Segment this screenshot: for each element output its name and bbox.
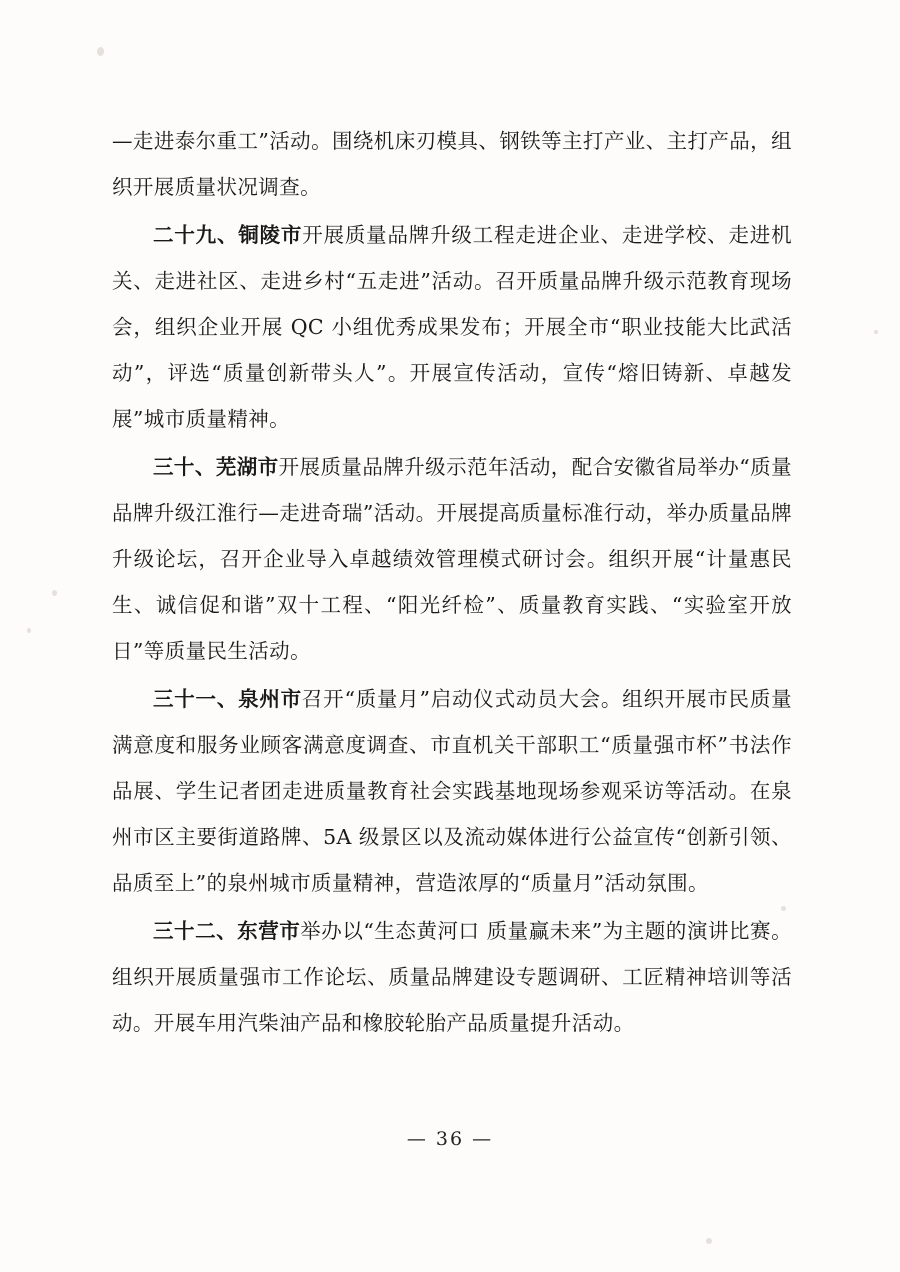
paragraph-text: 开展质量品牌升级工程走进企业、走进学校、走进机关、走进社区、走进乡村“五走进”活动。召开质量品牌升级示范教育现场会，组织企业开展 QC 小组优秀成果发布；开展全市“职业技能大比武活动”，评选“质量创新带头人”。开展宣传活动，宣传“熔旧铸新、卓越发展”城市质量精神。: [112, 223, 793, 431]
item-number: 三十一、: [153, 687, 239, 711]
city-name: 泉州市: [238, 687, 302, 711]
scan-speck: [706, 1238, 712, 1244]
paragraph-text: 开展质量品牌升级示范年活动，配合安徽省局举办“质量品牌升级江淮行—走进奇瑞”活动。开展提高质量标准行动，举办质量品牌升级论坛，召开企业导入卓越绩效管理模式研讨会。组织开展“计量惠民生、诚信促和谐”双十工程、“阳光纤检”、质量教育实践、“实验室开放日”等质量民生活动。: [112, 455, 792, 663]
paragraph-item-30: [112, 444, 792, 674]
paragraph-text: —走进泰尔重工”活动。围绕机床刃模具、钢铁等主打产业、主打产品，组织开展质量状况调查。: [112, 129, 792, 199]
item-number: 三十、: [153, 455, 216, 479]
scan-speck: [874, 330, 878, 334]
scan-speck: [27, 628, 31, 633]
document-body: [112, 118, 792, 1048]
paragraph-continued: [112, 118, 792, 210]
paragraph-text: 举办以“生态黄河口 质量赢未来”为主题的演讲比赛。组织开展质量强市工作论坛、质量品牌建设专题调研、工匠精神培训等活动。开展车用汽柴油产品和橡胶轮胎产品质量提升活动。: [112, 919, 792, 1035]
item-number: 三十二、: [153, 919, 238, 943]
page-number: — 36 —: [406, 1128, 494, 1150]
city-name: 芜湖市: [215, 455, 279, 479]
item-number: 二十九、: [153, 223, 239, 247]
city-name: 铜陵市: [238, 223, 303, 247]
city-name: 东营市: [237, 919, 301, 943]
scan-speck: [52, 590, 57, 596]
paragraph-item-31: [112, 676, 792, 906]
paragraph-text: 召开“质量月”启动仪式动员大会。组织开展市民质量满意度和服务业顾客满意度调查、市直机关干部职工“质量强市杯”书法作品展、学生记者团走进质量教育社会实践基地现场参观采访等活动。在泉州市区主要街道路牌、5A 级景区以及流动媒体进行公益宣传“创新引领、品质至上”的泉州城市质量精神，营造浓厚的“质量月”活动氛围。: [112, 687, 792, 895]
paragraph-item-32: [112, 908, 792, 1046]
paragraph-item-29: [112, 212, 792, 442]
scan-speck: [97, 47, 104, 56]
